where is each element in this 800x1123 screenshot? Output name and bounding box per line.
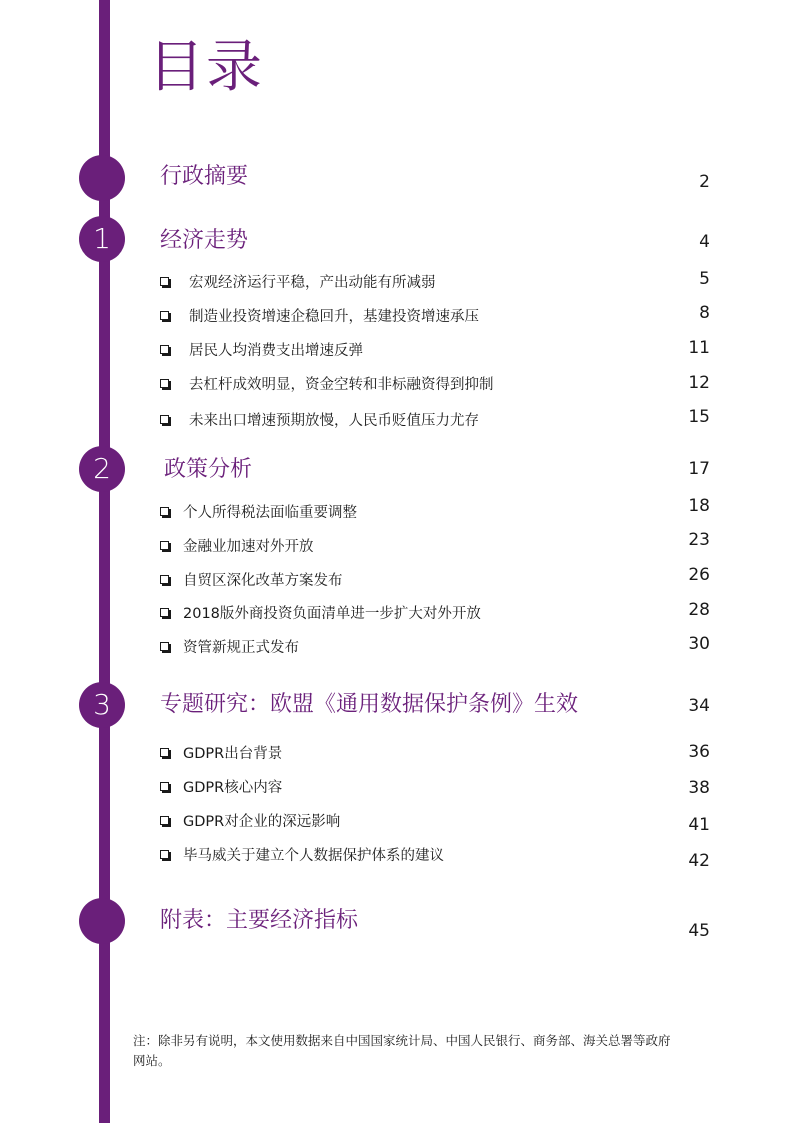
checkbox-icon [160,575,169,584]
checkbox-icon [160,379,169,388]
toc-item-label: 毕马威关于建立个人数据保护体系的建议 [183,848,444,864]
section-title-economic-trends[interactable]: 经济走势 [160,228,249,253]
page-number: 45 [688,921,710,941]
checkbox-icon [160,415,169,424]
toc-item[interactable] [160,781,282,796]
toc-item-label: 宏观经济运行平稳，产出动能有所减弱 [189,275,436,291]
checkbox-icon [160,507,169,516]
page-number: 38 [688,778,710,798]
toc-item[interactable] [160,747,282,762]
footnote: 注：除非另有说明，本文使用数据来自中国国家统计局、中国人民银行、商务部、海关总署等政府网站。 [133,1033,671,1068]
toc-item[interactable] [160,574,343,589]
toc-item[interactable] [160,506,357,521]
page-number: 42 [688,851,710,871]
page-number: 18 [688,496,710,516]
toc-item-label: 个人所得税法面临重要调整 [183,505,357,521]
toc-item-label: 居民人均消费支出增速反弹 [189,343,363,359]
section-title-policy-analysis[interactable]: 政策分析 [164,457,253,482]
page-number: 28 [688,600,710,620]
toc-item[interactable] [160,540,314,555]
checkbox-icon [160,782,169,791]
toc-item[interactable] [160,344,363,359]
toc-item-label: 未来出口增速预期放慢，人民币贬值压力尤存 [189,413,479,429]
toc-item-label: 制造业投资增速企稳回升，基建投资增速承压 [189,309,479,325]
section-marker-1: 1 [79,216,125,262]
page-title: 目录 [148,35,264,100]
checkbox-icon [160,311,169,320]
page-number: 8 [699,303,710,323]
page-number: 5 [699,269,710,289]
toc-item-label: 2018版外商投资负面清单进一步扩大对外开放 [183,606,481,622]
section-title-executive-summary[interactable]: 行政摘要 [160,164,249,189]
toc-item-label: 去杠杆成效明显，资金空转和非标融资得到抑制 [189,377,494,393]
checkbox-icon [160,748,169,757]
toc-item[interactable] [160,310,479,325]
checkbox-icon [160,642,169,651]
section-marker-2: 2 [79,446,125,492]
toc-item[interactable] [160,378,494,393]
checkbox-icon [160,850,169,859]
page-number: 41 [688,815,710,835]
page-number: 15 [688,407,710,427]
section-title-special-research[interactable]: 专题研究：欧盟《通用数据保护条例》生效 [160,692,579,717]
page-number: 12 [688,373,710,393]
toc-item-label: GDPR核心内容 [183,780,283,796]
checkbox-icon [160,541,169,550]
toc-item-label: 自贸区深化改革方案发布 [183,573,343,589]
toc-item[interactable] [160,641,299,656]
toc-item[interactable] [160,607,481,622]
page-number: 17 [688,459,710,479]
page-number: 30 [688,634,710,654]
toc-item-label: 资管新规正式发布 [183,640,299,656]
page-number: 36 [688,742,710,762]
page-number: 2 [699,172,710,192]
section-marker-3: 3 [79,682,125,728]
page-number: 23 [688,530,710,550]
toc-item[interactable] [160,849,444,864]
toc-item-label: 金融业加速对外开放 [183,539,314,555]
page-number: 34 [688,696,710,716]
section-title-appendix[interactable]: 附表：主要经济指标 [160,908,359,933]
checkbox-icon [160,608,169,617]
toc-item[interactable] [160,414,479,429]
toc-item[interactable] [160,276,436,291]
checkbox-icon [160,277,169,286]
section-marker [79,898,125,944]
section-marker [79,155,125,201]
page-number: 11 [688,338,710,358]
toc-item[interactable] [160,815,340,830]
page-number: 4 [699,232,710,252]
checkbox-icon [160,816,169,825]
checkbox-icon [160,345,169,354]
page-number: 26 [688,565,710,585]
toc-item-label: GDPR对企业的深远影响 [183,814,341,830]
toc-item-label: GDPR出台背景 [183,746,283,762]
